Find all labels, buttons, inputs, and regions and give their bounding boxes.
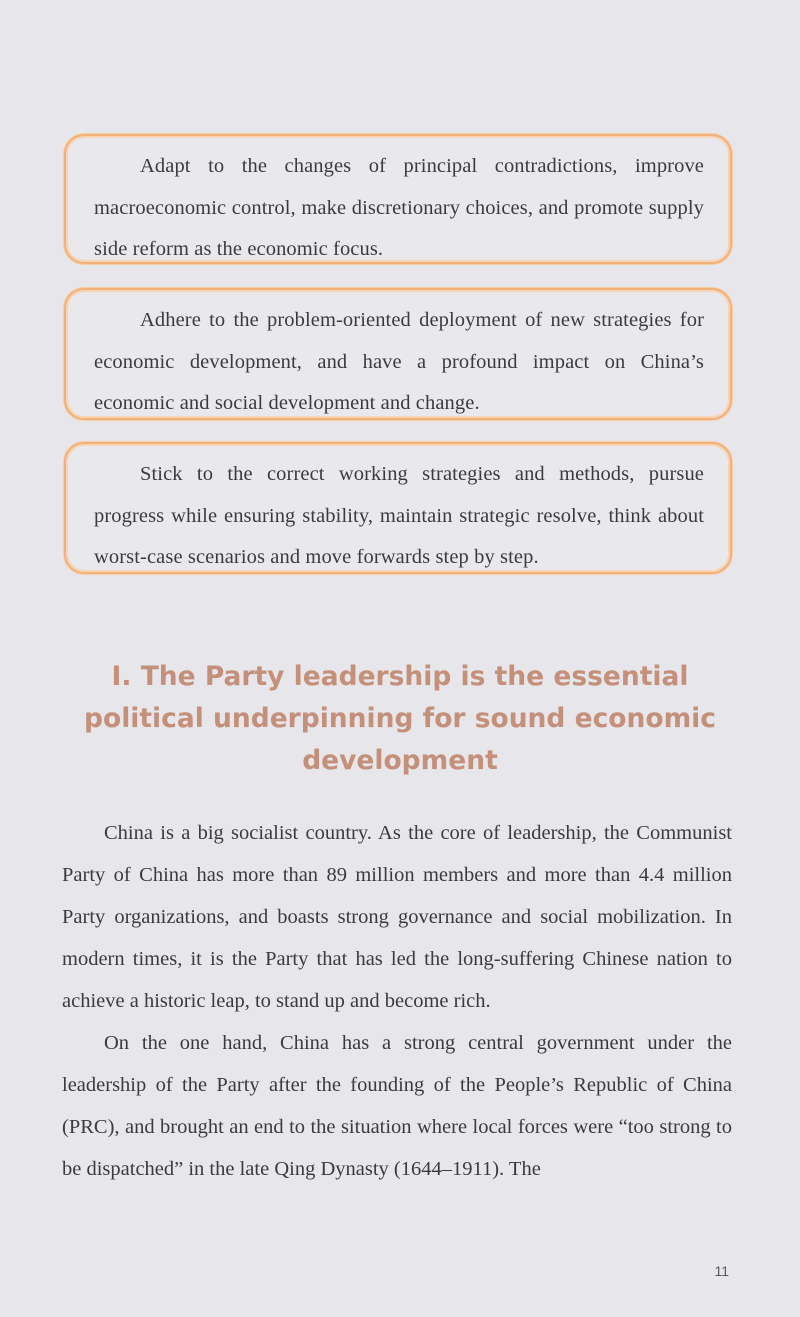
section-heading: I. The Party leadership is the essential political underpinning for sound economic development (84, 661, 716, 776)
page-number: 11 (714, 1263, 729, 1279)
key-point-box-3 (64, 442, 732, 574)
key-point-box-2 (64, 288, 732, 420)
key-point-text-1: Adapt to the changes of principal contradictions, improve macroeconomic control, make discretionary choices, and promote supply side reform as the economic focus. (94, 155, 704, 260)
paragraph-1: China is a big socialist country. As the core of leadership, the Communist Party of China has more than 89 million members and more than 4.4 million Party organizations, and boasts strong governance and social mobilization. In modern times, it is the Party that has led the long-suffering Chinese nation to achieve a historic leap, to stand up and become rich. (62, 822, 732, 1012)
key-point-box-1 (64, 134, 732, 264)
paragraph-2: On the one hand, China has a strong central government under the leadership of the Party after the founding of the People’s Republic of China (PRC), and brought an end to the situation where local forces were “too strong to be dispatched” in the late Qing Dynasty (1644–1911). The (62, 1032, 732, 1180)
body-text (62, 812, 732, 1190)
key-point-text-2: Adhere to the problem-oriented deployment of new strategies for economic development, and have a profound impact on China’s economic and social development and change. (94, 309, 704, 414)
key-point-text-3: Stick to the correct working strategies and methods, pursue progress while ensuring stability, maintain strategic resolve, think about worst-case scenarios and move forwards step by step. (94, 463, 704, 568)
